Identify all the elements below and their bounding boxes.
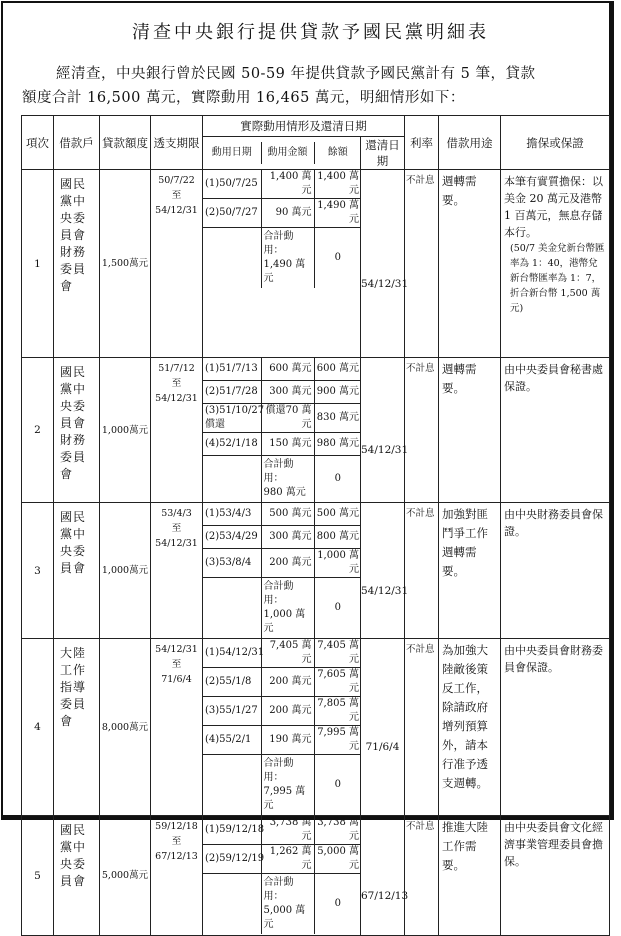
row-guarantee	[501, 639, 610, 816]
total-spacer	[203, 874, 261, 935]
period-line: 59/12/18	[155, 821, 198, 832]
row-borrower	[54, 358, 100, 503]
row-guarantee	[501, 503, 610, 639]
draw-amount: 300 萬元	[261, 381, 314, 404]
draw-row	[203, 668, 361, 697]
total-value: 1,490 萬元	[263, 259, 306, 284]
total-balance: 0	[314, 755, 361, 816]
total-label: 合計動用：	[263, 581, 294, 606]
draw-balance: 1,400 萬元	[314, 170, 361, 199]
draw-balance: 5,000 萬元	[314, 845, 361, 874]
header-borrower: 借款戶	[54, 116, 100, 170]
total-spacer	[203, 456, 261, 503]
row-rate: 不計息	[405, 639, 439, 816]
total-value: 980 萬元	[263, 487, 306, 498]
period-line: 54/12/31	[155, 644, 198, 655]
row-amount: 1,500萬元	[100, 170, 151, 358]
row-draws	[203, 816, 361, 936]
draw-row	[203, 170, 361, 199]
period-line: 71/6/4	[161, 674, 192, 685]
draw-date: (2)55/1/8	[203, 668, 261, 697]
draw-date: (4)52/1/18	[203, 433, 261, 456]
row-draws	[203, 170, 361, 358]
draw-amount: 7,405 萬元	[261, 639, 314, 668]
row-amount: 5,000萬元	[100, 816, 151, 936]
borrower-text: 國民黨中央委員會	[60, 823, 87, 888]
draw-date: (1)54/12/31	[203, 639, 261, 668]
draw-balance: 800 萬元	[314, 526, 361, 549]
table-row	[22, 639, 610, 816]
row-repay: 54/12/31	[361, 503, 405, 639]
draw-amount: 500 萬元	[261, 503, 314, 526]
draw-balance: 7,405 萬元	[314, 639, 361, 668]
period-line: 51/7/12	[158, 363, 195, 374]
draw-balance: 500 萬元	[314, 503, 361, 526]
row-period	[151, 170, 203, 358]
draw-amount: 1,400 萬元	[261, 170, 314, 199]
table-row	[22, 503, 610, 639]
draw-amount: 90 萬元	[261, 199, 314, 228]
total-cell	[261, 578, 314, 639]
row-rate: 不計息	[405, 503, 439, 639]
draws-table	[203, 358, 361, 502]
draw-balance: 7,605 萬元	[314, 668, 361, 697]
draw-date: (3)55/1/27	[203, 697, 261, 726]
draw-balance: 1,490 萬元	[314, 199, 361, 228]
draw-amount: 300 萬元	[261, 526, 314, 549]
draw-date: (2)59/12/19	[203, 845, 261, 874]
borrower-text: 國民黨中央委員會	[60, 510, 87, 575]
draws-table	[203, 170, 361, 288]
row-period	[151, 639, 203, 816]
draws-table	[203, 639, 361, 815]
draw-balance: 900 萬元	[314, 381, 361, 404]
draw-row	[203, 639, 361, 668]
row-amount: 8,000萬元	[100, 639, 151, 816]
draw-balance: 7,995 萬元	[314, 726, 361, 755]
header-no: 項次	[22, 116, 54, 170]
row-no: 3	[22, 503, 54, 639]
period-line: 53/4/3	[161, 508, 192, 519]
header-balance: 餘額	[314, 142, 361, 164]
draw-row	[203, 816, 361, 845]
draw-row	[203, 358, 361, 381]
draw-date: (2)51/7/28	[203, 381, 261, 404]
draw-date: (1)59/12/18	[203, 816, 261, 845]
total-row	[203, 456, 361, 503]
total-spacer	[203, 228, 261, 289]
draw-balance: 1,000 萬元	[314, 549, 361, 578]
total-label: 合計動用：	[263, 459, 294, 484]
header-period: 透支期限	[151, 116, 203, 170]
row-guarantee	[501, 816, 610, 936]
draw-balance: 7,805 萬元	[314, 697, 361, 726]
total-value: 5,000 萬元	[263, 905, 306, 930]
row-no: 4	[22, 639, 54, 816]
draw-date: (1)53/4/3	[203, 503, 261, 526]
row-amount: 1,000萬元	[100, 358, 151, 503]
draws-table	[203, 503, 361, 638]
row-use: 為加強大陸敵後策反工作，除請政府增列預算外，請本行准予透支週轉。	[439, 639, 501, 816]
total-spacer	[203, 755, 261, 816]
row-period	[151, 816, 203, 936]
draw-row	[203, 549, 361, 578]
header-draw: 動用金額	[261, 142, 314, 164]
guarantee-note: (50/7 美金兌新台幣匯率為 1：40，港幣兌新台幣匯率為 1：7，折合新台幣 1,500 萬元)	[510, 243, 605, 314]
draw-date: (2)50/7/27	[203, 199, 261, 228]
total-balance: 0	[314, 874, 361, 935]
total-balance: 0	[314, 578, 361, 639]
draw-row	[203, 433, 361, 456]
guarantee-text: 由中央委員會秘書處保證。	[504, 363, 603, 393]
draw-amount: 150 萬元	[261, 433, 314, 456]
total-row	[203, 874, 361, 935]
row-rate: 不計息	[405, 358, 439, 503]
borrower-text: 國民黨中央委員會財務委員會	[60, 365, 87, 481]
period-line: 至	[171, 659, 182, 670]
row-no: 1	[22, 170, 54, 358]
table-row	[22, 170, 610, 358]
period-line: 54/12/31	[155, 538, 198, 549]
total-cell	[261, 874, 314, 935]
row-no: 2	[22, 358, 54, 503]
total-cell	[261, 456, 314, 503]
row-use: 週轉需要。	[439, 170, 501, 358]
draw-date: (4)55/2/1	[203, 726, 261, 755]
intro-paragraph	[22, 62, 576, 110]
row-use: 推進大陸工作需要。	[439, 816, 501, 936]
draw-balance: 830 萬元	[314, 404, 361, 433]
row-borrower	[54, 816, 100, 936]
guarantee-text: 由中央委員會文化經濟事業管理委員會擔保。	[504, 821, 603, 868]
row-borrower	[54, 639, 100, 816]
draw-amount: 償還70 萬元	[261, 404, 314, 433]
draw-row	[203, 845, 361, 874]
period-line: 54/12/31	[155, 205, 198, 216]
total-value: 7,995 萬元	[263, 786, 306, 811]
total-row	[203, 228, 361, 289]
row-repay: 54/12/31	[361, 358, 405, 503]
period-line: 至	[171, 378, 182, 389]
row-repay: 67/12/13	[361, 816, 405, 936]
draw-balance: 600 萬元	[314, 358, 361, 381]
row-rate: 不計息	[405, 816, 439, 936]
total-balance: 0	[314, 228, 361, 289]
period-line: 至	[171, 836, 182, 847]
header-rate: 利率	[405, 116, 439, 170]
total-spacer	[203, 578, 261, 639]
total-cell	[261, 228, 314, 289]
intro-line-1: 經清查，中央銀行曾於民國 50-59 年提供貸款予國民黨計有 5 筆，貸款	[56, 66, 536, 82]
row-guarantee	[501, 358, 610, 503]
draw-date: (1)50/7/25	[203, 170, 261, 199]
total-label: 合計動用：	[263, 758, 294, 783]
header-use: 借款用途	[439, 116, 501, 170]
draw-row	[203, 199, 361, 228]
draw-amount: 1,262 萬元	[261, 845, 314, 874]
period-line: 67/12/13	[155, 851, 198, 862]
draw-amount: 200 萬元	[261, 668, 314, 697]
table-row	[22, 358, 610, 503]
row-use: 週轉需要。	[439, 358, 501, 503]
page-title: 清查中央銀行提供貸款予國民黨明細表	[132, 22, 489, 43]
table-row	[22, 816, 610, 936]
header-date: 動用日期	[211, 147, 252, 158]
period-line: 50/7/22	[158, 175, 195, 186]
draw-amount: 600 萬元	[261, 358, 314, 381]
draw-amount: 200 萬元	[261, 697, 314, 726]
guarantee-text: 由中央財務委員會保證。	[504, 508, 603, 538]
subheader	[203, 142, 361, 164]
guarantee-text: 本筆有實質擔保：以美金 20 萬元及港幣 1 百萬元，無息存儲本行。	[504, 175, 603, 239]
row-repay: 54/12/31	[361, 170, 405, 358]
draw-row	[203, 503, 361, 526]
row-repay: 71/6/4	[361, 639, 405, 816]
draw-row	[203, 381, 361, 404]
row-borrower	[54, 503, 100, 639]
header-amount: 貸款額度	[100, 116, 151, 170]
draw-date: (2)53/4/29	[203, 526, 261, 549]
loan-table	[21, 115, 610, 936]
borrower-text: 大陸工作指導委員會	[60, 646, 87, 728]
row-period	[151, 503, 203, 639]
draw-amount: 200 萬元	[261, 549, 314, 578]
guarantee-text: 由中央委員會財務委員會保證。	[504, 644, 603, 674]
period-line: 至	[171, 523, 182, 534]
total-value: 1,000 萬元	[263, 609, 306, 634]
draw-balance: 980 萬元	[314, 433, 361, 456]
draw-row	[203, 726, 361, 755]
borrower-text: 國民黨中央委員會財務委員會	[60, 177, 87, 293]
row-borrower	[54, 170, 100, 358]
total-label: 合計動用：	[263, 877, 294, 902]
row-no: 5	[22, 816, 54, 936]
draw-row	[203, 697, 361, 726]
row-draws	[203, 503, 361, 639]
header-repay: 還清日期	[361, 137, 405, 170]
total-row	[203, 578, 361, 639]
row-period	[151, 358, 203, 503]
row-guarantee	[501, 170, 610, 358]
row-amount: 1,000萬元	[100, 503, 151, 639]
header-guarantee: 擔保或保證	[501, 116, 610, 170]
total-row	[203, 755, 361, 816]
draw-date: (1)51/7/13	[203, 358, 261, 381]
total-label: 合計動用：	[263, 231, 294, 256]
period-line: 至	[171, 190, 182, 201]
row-use: 加強對匪鬥爭工作週轉需要。	[439, 503, 501, 639]
total-balance: 0	[314, 456, 361, 503]
intro-line-2: 額度合計 16,500 萬元，實際動用 16,465 萬元，明細情形如下：	[22, 90, 465, 106]
header-group: 實際動用情形及還清日期	[203, 116, 405, 137]
row-rate: 不計息	[405, 170, 439, 358]
draw-row	[203, 526, 361, 549]
draw-row	[203, 404, 361, 433]
period-line: 54/12/31	[155, 393, 198, 404]
row-draws	[203, 639, 361, 816]
draw-amount: 3,738 萬元	[261, 816, 314, 845]
draw-date: (3)51/10/27 償還	[203, 404, 261, 433]
row-draws	[203, 358, 361, 503]
draws-table	[203, 816, 361, 934]
total-cell	[261, 755, 314, 816]
draw-date: (3)53/8/4	[203, 549, 261, 578]
draw-amount: 190 萬元	[261, 726, 314, 755]
draw-balance: 3,738 萬元	[314, 816, 361, 845]
